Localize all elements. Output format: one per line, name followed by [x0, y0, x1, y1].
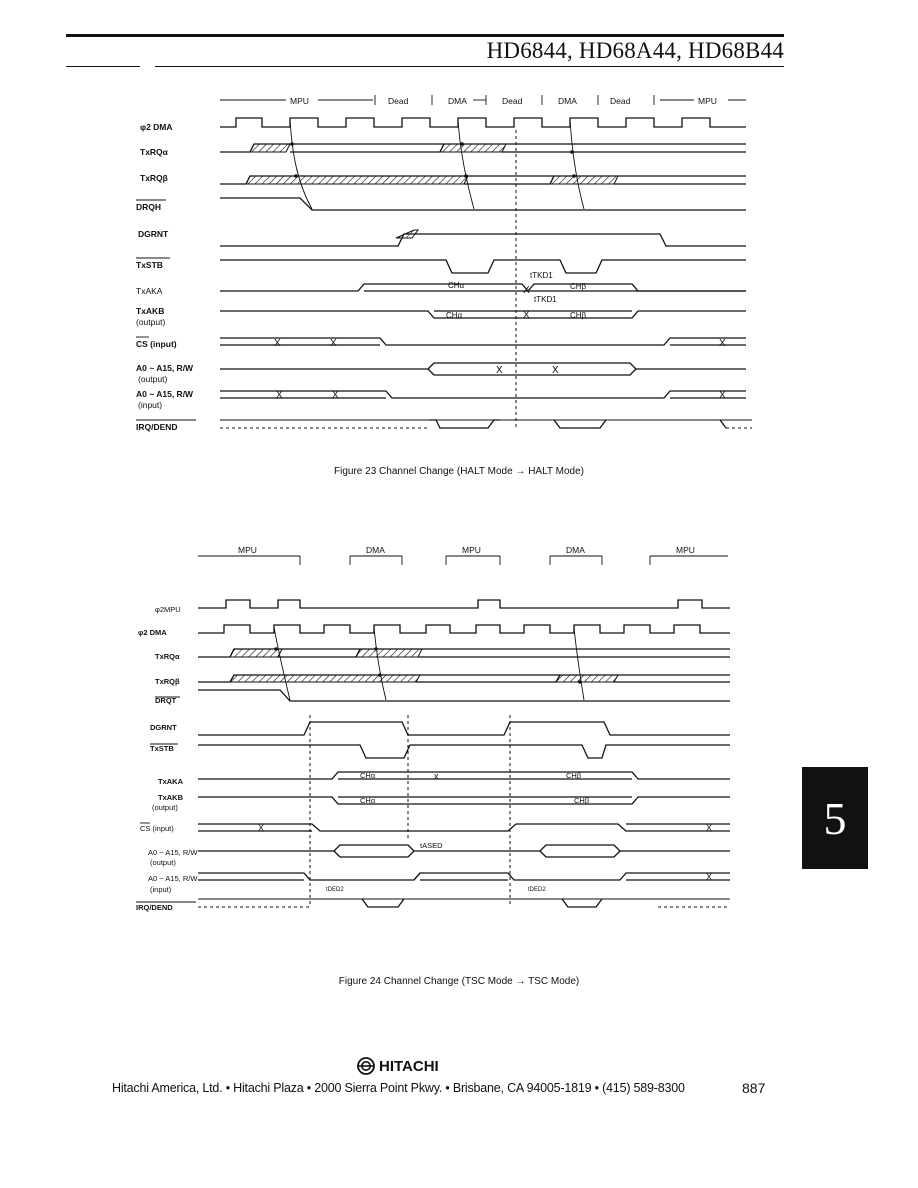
fig24-txaka-waveform [198, 772, 730, 779]
fig24-signal-label: TxAKB [158, 793, 184, 802]
fig24-ch-alpha-label: CHα [360, 771, 376, 780]
fig23-signal-label: TxAKB [136, 306, 165, 316]
fig23-phase-label: DMA [558, 96, 577, 106]
fig24-ch-beta-label-b: CHβ [574, 796, 590, 805]
fig24-signal-label: IRQ/DEND [136, 903, 173, 912]
fig24-cs-waveform [198, 824, 730, 831]
fig24-tded2-label: tDED2 [326, 887, 344, 893]
svg-text:X: X [552, 365, 559, 376]
svg-text:X: X [496, 365, 503, 376]
fig23-ch-alpha-label-b: CHα [446, 311, 463, 320]
fig24-drqt-waveform [198, 690, 730, 701]
fig24-signal-label: A0 ~ A15, R/W [148, 848, 198, 857]
fig23-signal-label: TxSTB [136, 260, 163, 270]
fig23-cross-mark: X [523, 310, 530, 321]
svg-text:X: X [330, 338, 337, 349]
fig23-phase-label: MPU [698, 96, 717, 106]
footer-address: Hitachi America, Ltd. • Hitachi Plaza • 2000 Sierra Point Pkwy. • Brisbane, CA 94005-1819 • (415) 589-8300 [112, 1081, 685, 1095]
fig24-signal-label: (input) [150, 885, 172, 894]
fig23-ch-alpha-label: CHα [448, 281, 465, 290]
brand-name: HITACHI [379, 1057, 439, 1075]
fig24-signal-label: φ2MPU [155, 605, 181, 614]
figure-24-caption: Figure 24 Channel Change (TSC Mode → TSC Mode) [338, 976, 580, 987]
fig23-signal-label: IRQ/DEND [136, 422, 178, 432]
svg-text:X: X [706, 872, 713, 882]
svg-text:x: x [434, 771, 439, 781]
fig23-cross-mark: X [523, 285, 530, 296]
fig24-phase-bar [198, 545, 728, 565]
fig23-phase-label: Dead [388, 96, 409, 106]
fig23-signal-label: TxAKA [136, 286, 163, 296]
fig24-signal-label: (output) [150, 858, 176, 867]
fig24-signal-label: TxAKA [158, 777, 184, 786]
hitachi-logo-icon [357, 1057, 375, 1075]
svg-text:X: X [719, 338, 726, 349]
fig23-signal-label: (input) [138, 400, 163, 410]
fig23-tkd1b-label: tTKD1 [534, 295, 557, 304]
fig24-phase-label: MPU [676, 545, 695, 555]
fig24-signal-label: A0 ~ A15, R/W [148, 874, 198, 883]
fig24-signal-label: TxSTB [150, 744, 174, 753]
svg-text:X: X [706, 823, 713, 833]
fig23-phase-label: DMA [448, 96, 467, 106]
fig23-phase-label: MPU [290, 96, 309, 106]
fig24-signal-label: TxRQβ [155, 677, 180, 686]
fig24-txstb-waveform [198, 745, 730, 758]
figure-23-caption: Figure 23 Channel Change (HALT Mode → HALT Mode) [334, 466, 584, 477]
fig23-signal-label: TxRQβ [140, 173, 168, 183]
fig23-signal-label: TxRQα [140, 147, 168, 157]
fig23-tkd1-label: tTKD1 [530, 271, 553, 280]
fig24-tased-label: tASED [420, 841, 443, 850]
section-tab: 5 [802, 767, 868, 869]
fig23-signal-label: CS (input) [136, 339, 177, 349]
svg-text:X: X [719, 390, 726, 401]
fig23-phase-label: Dead [502, 96, 523, 106]
page-header-title: HD6844, HD68A44, HD68B44 [486, 38, 784, 63]
fig24-signal-label: DRQT [155, 696, 177, 705]
fig24-ch-beta-label: CHβ [566, 771, 582, 780]
fig23-signal-label: φ2 DMA [140, 122, 173, 132]
fig24-signal-label: TxRQα [155, 652, 180, 661]
fig24-signal-label: DGRNT [150, 723, 177, 732]
fig24-tded2-label-b: tDED2 [528, 887, 546, 893]
fig24-txakb-waveform [198, 797, 730, 804]
fig24-phase-label: MPU [238, 545, 257, 555]
svg-text:X: X [332, 390, 339, 401]
fig24-signal-label: (output) [152, 803, 178, 812]
fig23-signal-label: A0 ~ A15, R/W [136, 363, 194, 373]
hitachi-logo [357, 1057, 439, 1075]
fig23-signal-label: (output) [136, 317, 166, 327]
svg-text:X: X [276, 390, 283, 401]
fig23-phase-label: Dead [610, 96, 631, 106]
fig23-ch-beta-label-b: CHβ [570, 311, 587, 320]
fig23-signal-label: (output) [138, 374, 168, 384]
fig24-dgrnt-waveform [198, 722, 730, 735]
fig23-ch-beta-label: CHβ [570, 282, 587, 291]
fig24-addr-out-waveform [198, 845, 730, 851]
fig24-ch-alpha-label-b: CHα [360, 796, 376, 805]
fig24-signal-label: φ2 DMA [138, 628, 167, 637]
fig24-phase-label: DMA [566, 545, 585, 555]
fig24-phi2mpu-waveform [198, 600, 730, 608]
svg-text:X: X [274, 338, 281, 349]
fig24-signal-label: CS (input) [140, 824, 174, 833]
fig24-phase-label: DMA [366, 545, 385, 555]
fig23-signal-label: A0 ~ A15, R/W [136, 389, 194, 399]
fig24-phase-label: MPU [462, 545, 481, 555]
svg-text:X: X [258, 823, 265, 833]
fig24-addr-in-waveform [198, 873, 730, 880]
fig24-phi2dma-waveform [198, 625, 730, 633]
page-number: 887 [742, 1080, 766, 1096]
fig23-signal-label: DGRNT [138, 229, 169, 239]
fig23-signal-label: DRQH [136, 202, 162, 212]
